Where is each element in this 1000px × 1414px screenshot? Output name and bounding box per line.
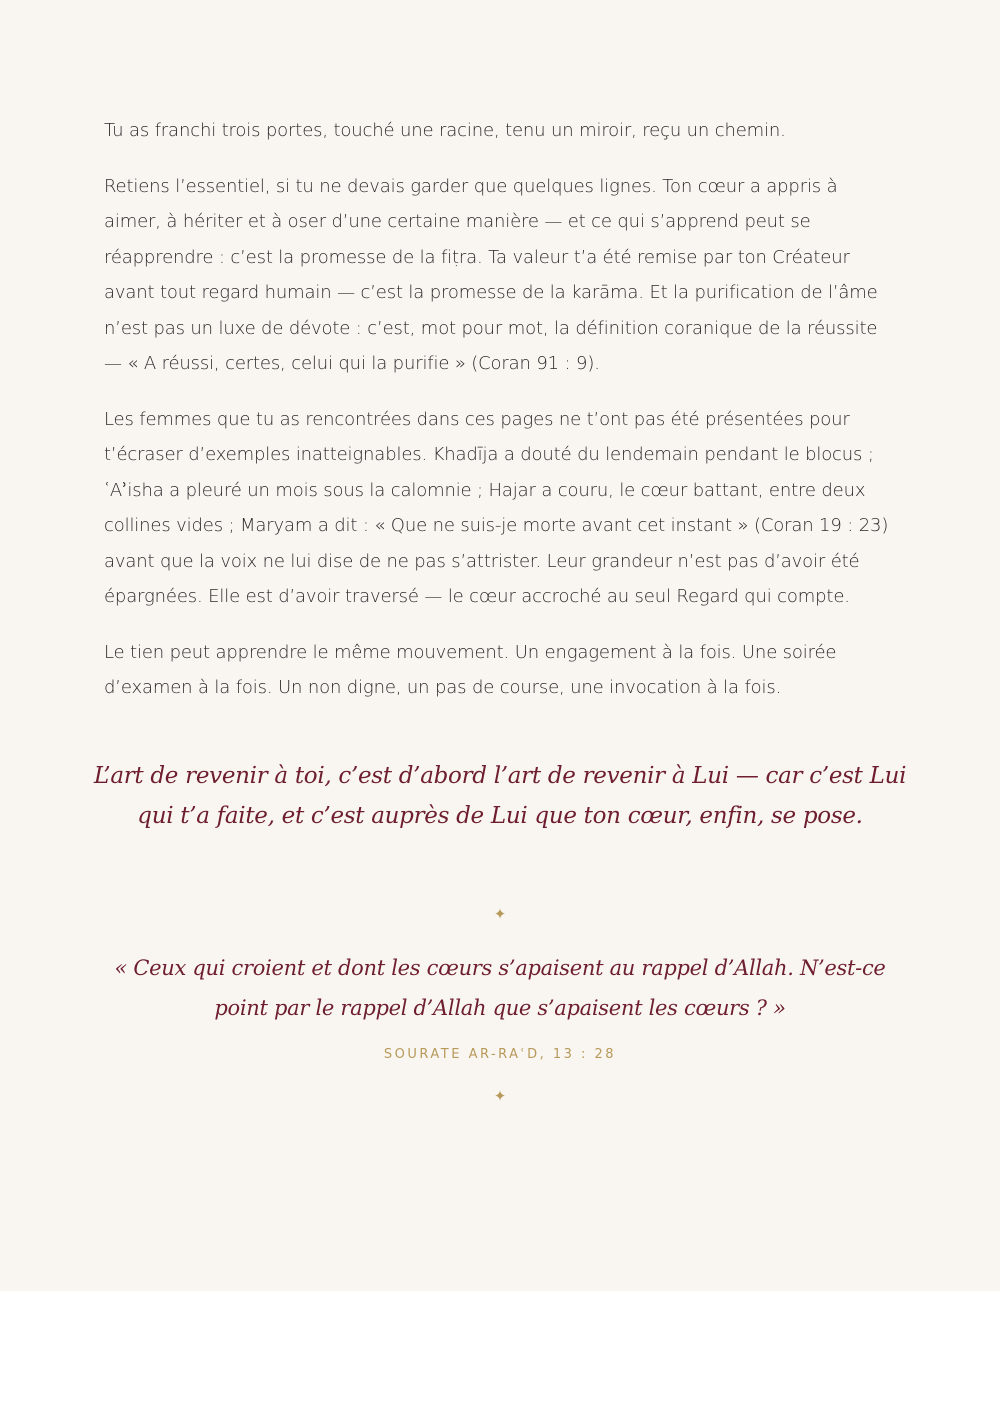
star-ornament-icon: ✦ xyxy=(493,1087,507,1105)
paragraph-intro: Tu as franchi trois portes, touché une racine, tenu un miroir, reçu un chemin. xyxy=(104,120,786,141)
paragraph-movement: Le tien peut apprendre le même mouvement. Un engagement à la fois. Une soirée d’examen à la fois. Un non digne, un pas de course, une invocation à la fois. xyxy=(104,641,837,698)
pull-quote: L’art de revenir à toi, c’est d’abord l’art de revenir à Lui — car c’est Lui qui t’a faite, et c’est auprès de Lui que ton cœur, enfin, se pose. xyxy=(93,763,907,829)
paragraph-essentials: Retiens l’essentiel, si tu ne devais garder que quelques lignes. Ton cœur a appris à aimer, à hériter et à oser d’une certaine manière — et ce qui s’apprend peut se réapprendre : c’est la promesse de la fiṭra. Ta valeur t’a été remise par ton Créateur avant tout regard humain — c’est la promesse de la karāma. Et la purification de l’âme n’est pas un luxe de dévote : c’est, mot pour mot, la définition coranique de la réussite — « A réussi, certes, celui qui la purifie » (Coran 91 : 9). xyxy=(104,175,878,374)
verse-source: SOURATE AR-RAʿD, 13 : 28 xyxy=(383,1047,617,1062)
body-text xyxy=(104,113,896,726)
paragraph-women: Les femmes que tu as rencontrées dans ces pages ne t’ont pas été présentées pour t’écraser d’exemples inatteignables. Khadīja a douté du lendemain pendant le blocus ; ʿAʾisha a pleuré un mois sous la calomnie ; Hajar a couru, le cœur battant, entre deux collines vides ; Maryam a dit : « Que ne suis-je morte avant cet instant » (Coran 19 : 23) avant que la voix ne lui dise de ne pas s’attrister. Leur grandeur n’est pas d’avoir été épargnées. Elle est d’avoir traversé — le cœur accroché au seul Regard qui compte. xyxy=(104,408,889,607)
verse-quote: « Ceux qui croient et dont les cœurs s’apaisent au rappel d’Allah. N’est-ce point par le rappel d’Allah que s’apaisent les cœurs ? » xyxy=(114,956,886,1020)
star-ornament-icon: ✦ xyxy=(493,905,507,923)
